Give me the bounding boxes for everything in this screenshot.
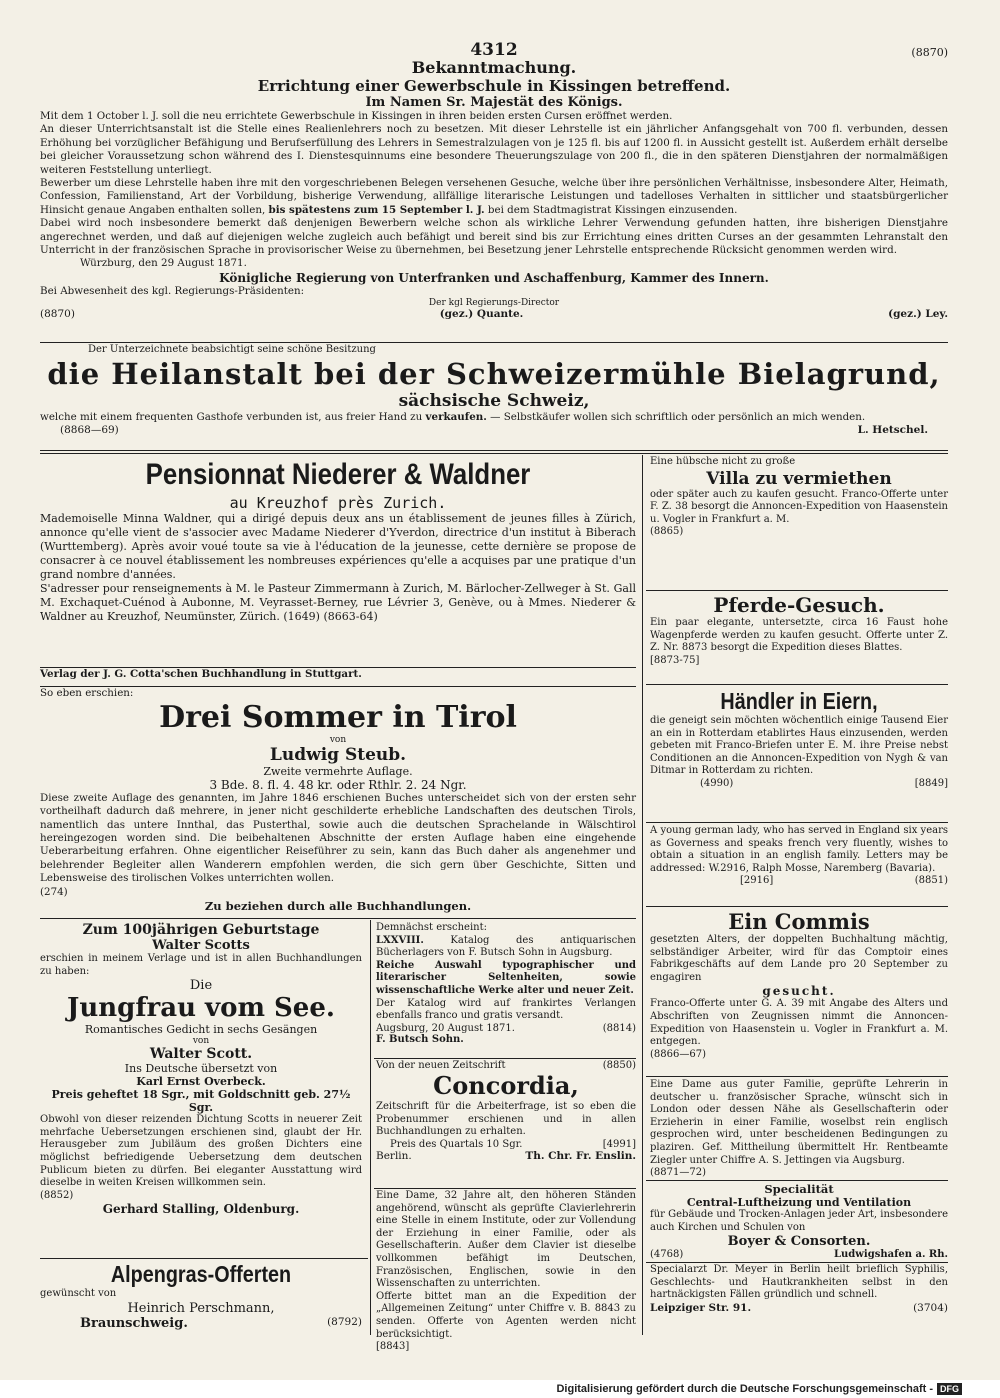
ad-reference: (4768) — [650, 1249, 684, 1261]
ad-reference: [8873-75] — [650, 654, 700, 666]
ad-text: Franco-Offerte unter G. A. 39 mit Angabe des Alters und Abschriften von Zeugnissen nimmt die Annoncen-Expedition von Haasenstein u. Vogler in Frankfurt a. M. entgegen. — [650, 998, 948, 1048]
ad-headline: Ein Commis — [728, 909, 870, 934]
ad-headline: Händler in Eiern, — [720, 688, 878, 714]
publisher-line: Verlag der J. G. Cotta'schen Buchhandlung in Stuttgart. — [40, 668, 362, 680]
by-line: von — [329, 734, 347, 745]
butsch-ad — [376, 922, 636, 1046]
ad-text: Offerte bittet man an die Expedition der „Allgemeinen Zeitung“ unter Chiffre v. B. 8843 zu senden. Offerte von Agenten werden nicht berücksichtigt. — [376, 1290, 636, 1340]
publisher-line: Gerhard Stalling, Oldenburg. — [102, 1202, 300, 1217]
pferde-ad — [650, 593, 948, 667]
ad-text: LXXVIII. Katalog des antiquarischen Bücherlagers von F. Butsch Sohn in Augsburg. — [376, 934, 636, 959]
signature: F. Butsch Sohn. — [376, 1033, 464, 1045]
signature: (gez.) Ley. — [888, 308, 948, 321]
ad-text: Reiche Auswahl typographischer und literarischer Seltenheiten, sowie wissenschaftliche Werke alter und neuer Zeit. — [376, 959, 636, 996]
ad-reference: [4991] — [602, 1138, 636, 1150]
ad-city: Ludwigshafen a. Rh. — [834, 1249, 948, 1261]
newspaper-page — [40, 40, 948, 1353]
book-price: Preis geheftet 18 Sgr., mit Goldschnitt geb. 27½ Sgr. — [51, 1088, 351, 1115]
book-title: Jungfrau vom See. — [67, 993, 335, 1024]
ad-headline: Pensionnat Niederer & Waldner — [145, 458, 531, 491]
ad-text: A young german lady, who has served in England six years as Governess and speaks french very fluently, wishes to obtain a situation in an english family. Letters may be addressed: W.2916, Ralph Mosse, Naremberg (Bavaria). — [650, 825, 948, 874]
ad-text: Der Katalog wird auf frankirtes Verlangen ebenfalls franco und gratis versandt. — [376, 997, 636, 1022]
concordia-ad — [376, 1060, 636, 1162]
ad-text: Eine Dame, 32 Jahre alt, den höheren Ständen angehörend, wünscht als geprüfte Clavierlehrerin eine Stelle in einem Institute, oder zur Vollendung der Erziehung in einer Familie, oder als Gesellschafterin. Außer dem Clavier ist dieselbe vollkommen befähigt im Deutschen, Französischen, Englischen, sowie in den Wissenschaften zu unterrichten. — [376, 1190, 636, 1290]
ad-intro: Walter Scotts — [152, 938, 250, 953]
authority: Königliche Regierung von Unterfranken und Aschaffenburg, Kammer des Innern. — [219, 270, 769, 285]
ad-text: Obwohl von dieser reizenden Dichtung Scotts in neuerer Zeit mehrfache Uebersetzungen erschienen sind, glaubt der Hr. Herausgeber zum Jubiläum des großen Dichters eine möglichst befriedigende Uebersetzung dem deutschen Publicum bieten zu dürfen. Bei eleganter Ausstattung wird dieselbe in weiten Kreisen willkommen sein. — [40, 1114, 362, 1189]
ad-text: Specialarzt Dr. Meyer in Berlin heilt brieflich Syphilis, Geschlechts- und Hautkrankheiten selbst in den hartnäckigsten Fällen gründlich und schnell. — [650, 1264, 948, 1301]
ad-text: oder später auch zu kaufen gesucht. Franco-Offerte unter F. Z. 38 besorgt die Annoncen-Expedition von Haasenstein u. Vogler in Frankfurt a. M. — [650, 488, 948, 525]
villa-ad — [650, 456, 948, 539]
ad-text: die geneigt sein möchten wöchentlich einige Tausend Eier an ein in Rotterdam etablirtes Haus einzusenden, werden gebeten mit Franco-Briefen unter E. M. ihre Preise nebst Conditionen an die Annoncen-Expedition von Nygh & van Ditmar in Rotterdam zu richten. — [650, 715, 948, 777]
ad-reference: (8866—67) — [650, 1048, 706, 1060]
ad-intro: Eine hübsche nicht zu große — [650, 456, 796, 467]
book-price: 3 Bde. 8. fl. 4. 48 kr. oder Rthlr. 2. 24 Ngr. — [209, 777, 467, 792]
notice-subtitle: Errichtung einer Gewerbschule in Kissingen betreffend. — [257, 77, 731, 95]
ad-city: Braunschweig. — [80, 1315, 188, 1331]
ad-subheadline: Central-Luftheizung und Ventilation — [686, 1196, 912, 1209]
ad-reference: (8871—72) — [650, 1167, 706, 1179]
notice-paragraph: Bewerber um diese Lehrstelle haben ihre mit den vorgeschriebenen Belegen versehenen Gesuche, welche über ihre persönlichen Verhältnisse, insbesondere Alter, Heimath, Confession, Familienstand, Art der Vorbildung, bisherige Verwendung, allfällige literarische Leistungen und tadelloses Verhalten in sittlicher und staatsbürgerlicher Hinsicht genaue Angaben enthalten sollen, bis spätestens zum 15 September l. J. bei dem Stadtmagistrat Kissingen einzusenden. — [40, 177, 948, 216]
ad-date: Augsburg, 20 August 1871. — [376, 1022, 515, 1034]
ad-reference: [2916] — [740, 875, 774, 887]
notice-title: Bekanntmachung. — [411, 58, 577, 77]
ad-reference: (8850) — [602, 1060, 636, 1071]
absence-note: Bei Abwesenheit des kgl. Regierungs-Präsidenten: — [40, 284, 305, 297]
alpengras-ad — [40, 1260, 362, 1331]
ad-intro: Der Unterzeichnete beabsichtigt seine schöne Besitzung — [88, 344, 376, 355]
signature: L. Hetschel. — [857, 424, 928, 436]
ad-name: Boyer & Consorten. — [727, 1234, 871, 1250]
ad-subheadline: au Kreuzhof près Zurich. — [229, 494, 447, 512]
ad-text: welche mit einem frequenten Gasthofe verbunden ist, aus freier Hand zu verkaufen. — Selbstkäufer wollen sich schriftlich oder persönlich an mich wenden. — [40, 410, 866, 423]
ad-text: Mademoiselle Minna Waldner, qui a dirigé depuis deux ans un établissement de jeunes filles à Zürich, annonce qu'elle vient de s'associer avec Madame Niederer d'Yverdon, directrice d'un institut à Biberach (Wurttemberg). Après avoir voué toute sa vie à l'éducation de la jeunesse, cette dernière se propose de consacrer à ce nouvel établissement les nombreuses expériences qu'elle a acquises par une pratique d'un grand nombre d'années. — [40, 512, 636, 581]
ad-text: für Gebäude und Trocken-Anlagen jeder Art, insbesondere auch Kirchen und Schulen von — [650, 1209, 948, 1233]
ad-price: Preis des Quartals 10 Sgr. — [390, 1138, 523, 1150]
ad-city: Berlin. — [376, 1149, 412, 1162]
notice-paragraph: Dabei wird noch insbesondere bemerkt daß denjenigen Bewerbern welche schon als wirkliche Lehrer Verwendung gefunden hatten, ihre bisherigen Dienstjahre angerechnet werden, und daß auf diejenigen welche zugleich auch befähigt und bereit sind bis zur Errichtung eines dritten Curses an der gesammten Lehranstalt den Unterricht in der französischen Sprache in provisorischer Weise zu übernehmen, bei Besetzung jener Lehrstelle entsprechende Rücksicht genommen werden wird. — [40, 217, 948, 257]
notice-intro: Im Namen Sr. Majestät des Königs. — [365, 95, 623, 110]
book-title: Drei Sommer in Tirol — [159, 699, 517, 735]
ad-name: Heinrich Perschmann, — [127, 1300, 275, 1316]
ad-text: Zeitschrift für die Arbeiterfrage, ist so eben die Probenummer erschienen und in allen Buchhandlungen zu erhalten. — [376, 1101, 636, 1138]
notice-paragraph: An dieser Unterrichtsanstalt ist die Stelle eines Realienlehrers noch zu besetzen. Mit dieser Lehrstelle ist ein jährlicher Anfangsgehalt von 700 fl. verbunden, dessen Erhöhung bei vorzüglicher Befähigung und Berufserfüllung des Lehrers in Semestralzulagen von je 125 fl. bis auf 1200 fl. in Aussicht gestellt ist. Außerdem erhält derselbe bei gleicher Voraussetzung schon während des I. Dienstesquinnums eine besondere Theuerungszulage von 200 fl., die in den späteren Dienstjahren der normalmäßigen weiteren Feststellung unterliegt. — [40, 123, 948, 176]
ad-headline: Concordia, — [433, 1071, 579, 1100]
ad-headline: Villa zu vermiethen — [706, 468, 892, 489]
ad-intro: Von der neuen Zeitschrift — [376, 1060, 506, 1071]
ad-headline: Alpengras-Offerten — [110, 1261, 292, 1287]
ad-reference: (8852) — [40, 1189, 74, 1201]
ad-reference: (4990) — [700, 777, 734, 789]
meyer-ad — [650, 1264, 948, 1314]
by-line: von — [192, 1036, 210, 1047]
lehrerin-ad — [650, 1079, 948, 1180]
eiern-ad — [650, 687, 948, 789]
ad-headline: Specialität — [764, 1182, 834, 1196]
ad-reference: (274) — [40, 885, 68, 898]
book-subtitle: Romantisches Gedicht in sechs Gesängen — [84, 1023, 318, 1037]
digitization-credit: Digitalisierung gefördert durch die Deutsche Forschungsgemeinschaft - DFG — [556, 1383, 962, 1395]
translator: Karl Ernst Overbeck. — [136, 1075, 266, 1089]
governess-ad — [650, 825, 948, 886]
ad-reference: (8814) — [602, 1022, 636, 1034]
book-author: Ludwig Steub. — [269, 744, 407, 765]
pensionnat-ad — [40, 456, 636, 624]
ad-reference: (8870) — [911, 46, 948, 59]
scott-ad — [40, 922, 362, 1216]
ad-text: Diese zweite Auflage des genannten, im Jahre 1846 erschienen Buches unterscheidet sich von der ersten sehr vortheilhaft dadurch daß mehrere, in jener nicht geschilderte erhebliche Landschaften des deutschen Tirols, namentlich das untere Innthal, das Pusterthal, sowie auch die deutschen Sprachelande in Wälschtirol hereingezogen worden sind. Die beibehaltenen Abschnitte der ersten Auflage haben eine eingehende Ueberarbeitung erfahren. Ohne eigentlicher Reiseführer zu sein, kann das Buch daher als angenehmer und belehrender Begleiter allen Wanderern empfohlen werden, die sich gern über Geschichte, Sitten und Lebensweise des tirolischen Volkes unterrichten wollen. — [40, 791, 636, 885]
ad-intro: So eben erschien: — [40, 687, 134, 700]
commis-ad — [650, 909, 948, 1061]
signature-row — [40, 424, 948, 436]
signature: (gez.) Quante. — [439, 308, 524, 321]
ad-reference: (3704) — [913, 1301, 948, 1314]
ad-reference: (8865) — [650, 526, 684, 538]
ad-reference: (8868—69) — [60, 424, 119, 436]
ad-footer: Zu beziehen durch alle Buchhandlungen. — [204, 899, 472, 914]
ad-text: gewünscht von — [40, 1288, 117, 1299]
page-number: 4312 — [470, 40, 518, 60]
ad-reference: [8843] — [376, 1341, 410, 1353]
ad-text: Ins Deutsche übersetzt von — [124, 1062, 278, 1076]
ad-intro: Zum 100jährigen Geburtstage — [82, 922, 320, 938]
director-line: Der kgl Regierungs-Director — [428, 298, 560, 309]
ad-text: Die — [189, 978, 213, 994]
book-edition: Zweite vermehrte Auflage. — [263, 764, 413, 778]
dfg-logo: DFG — [937, 1383, 962, 1395]
ad-text: gesucht. — [762, 984, 836, 999]
cotta-ad — [40, 668, 636, 913]
official-notice — [40, 58, 948, 320]
ad-subheadline: sächsische Schweiz, — [398, 390, 590, 411]
ad-reference: (8870) — [40, 308, 75, 321]
notice-paragraph: Mit dem 1 October l. J. soll die neu errichtete Gewerbschule in Kissingen in ihren beiden ersten Cursen eröffnet werden. — [40, 110, 673, 122]
ad-intro: Demnächst erscheint: — [376, 922, 488, 933]
ad-text: gesetzten Alters, der doppelten Buchhaltung mächtig, selbständiger Arbeiter, wird für das Comptoir eines Fabrikgeschäfts auf dem Lande pro 20 September zu engagiren — [650, 934, 948, 983]
ad-text: erschien in meinem Verlage und ist in allen Buchhandlungen zu haben: — [40, 953, 362, 977]
place-date: Würzburg, den 29 August 1871. — [80, 257, 247, 270]
ad-address: Leipziger Str. 91. — [650, 1301, 752, 1314]
signature-row — [40, 308, 948, 320]
ad-reference: [8849] — [914, 777, 948, 789]
publisher-line: Th. Chr. Fr. Enslin. — [525, 1149, 636, 1162]
dame-ad — [376, 1190, 636, 1354]
ad-text: Ein paar elegante, untersetzte, circa 16 Faust hohe Wagenpferde werden zu kaufen gesucht. Offerte unter Z. Z. Nr. 8873 besorgt die Expedition dieses Blattes. — [650, 617, 948, 654]
specialitaet-ad — [650, 1182, 948, 1260]
ad-headline: Pferde-Gesuch. — [713, 593, 885, 617]
sale-ad — [40, 344, 948, 436]
book-author: Walter Scott. — [149, 1046, 253, 1063]
ad-text: S'adresser pour renseignements à M. le Pasteur Zimmermann à Zurich, M. Bärlocher-Zellweger à St. Gall M. Exchaquet-Cuénod à Aubonne, M. Veyrasset-Berney, rue Lévrier 3, Genève, ou à Mmes. Niederer & Waldner au Kreuzhof, Neumünster, Zürich. (1649) (8663-64) — [40, 582, 636, 623]
ad-headline: die Heilanstalt bei der Schweizermühle Bielagrund, — [47, 356, 941, 391]
ad-reference: (8792) — [327, 1315, 362, 1328]
ad-reference: (8851) — [914, 875, 948, 887]
ad-text: Eine Dame aus guter Familie, geprüfte Lehrerin in deutscher u. französischer Sprache, wünscht sich in London oder dessen Nähe als Gesellschafterin oder Erzieherin in einer Familie, woselbst rein englisch gesprochen wird, unter bescheidenen Bedingungen zu plaziren. Gef. Mittheilung übermittelt Hr. Rentbeamte Ziegler unter Chiffre A. S. Jettingen via Augsburg. — [650, 1079, 948, 1166]
